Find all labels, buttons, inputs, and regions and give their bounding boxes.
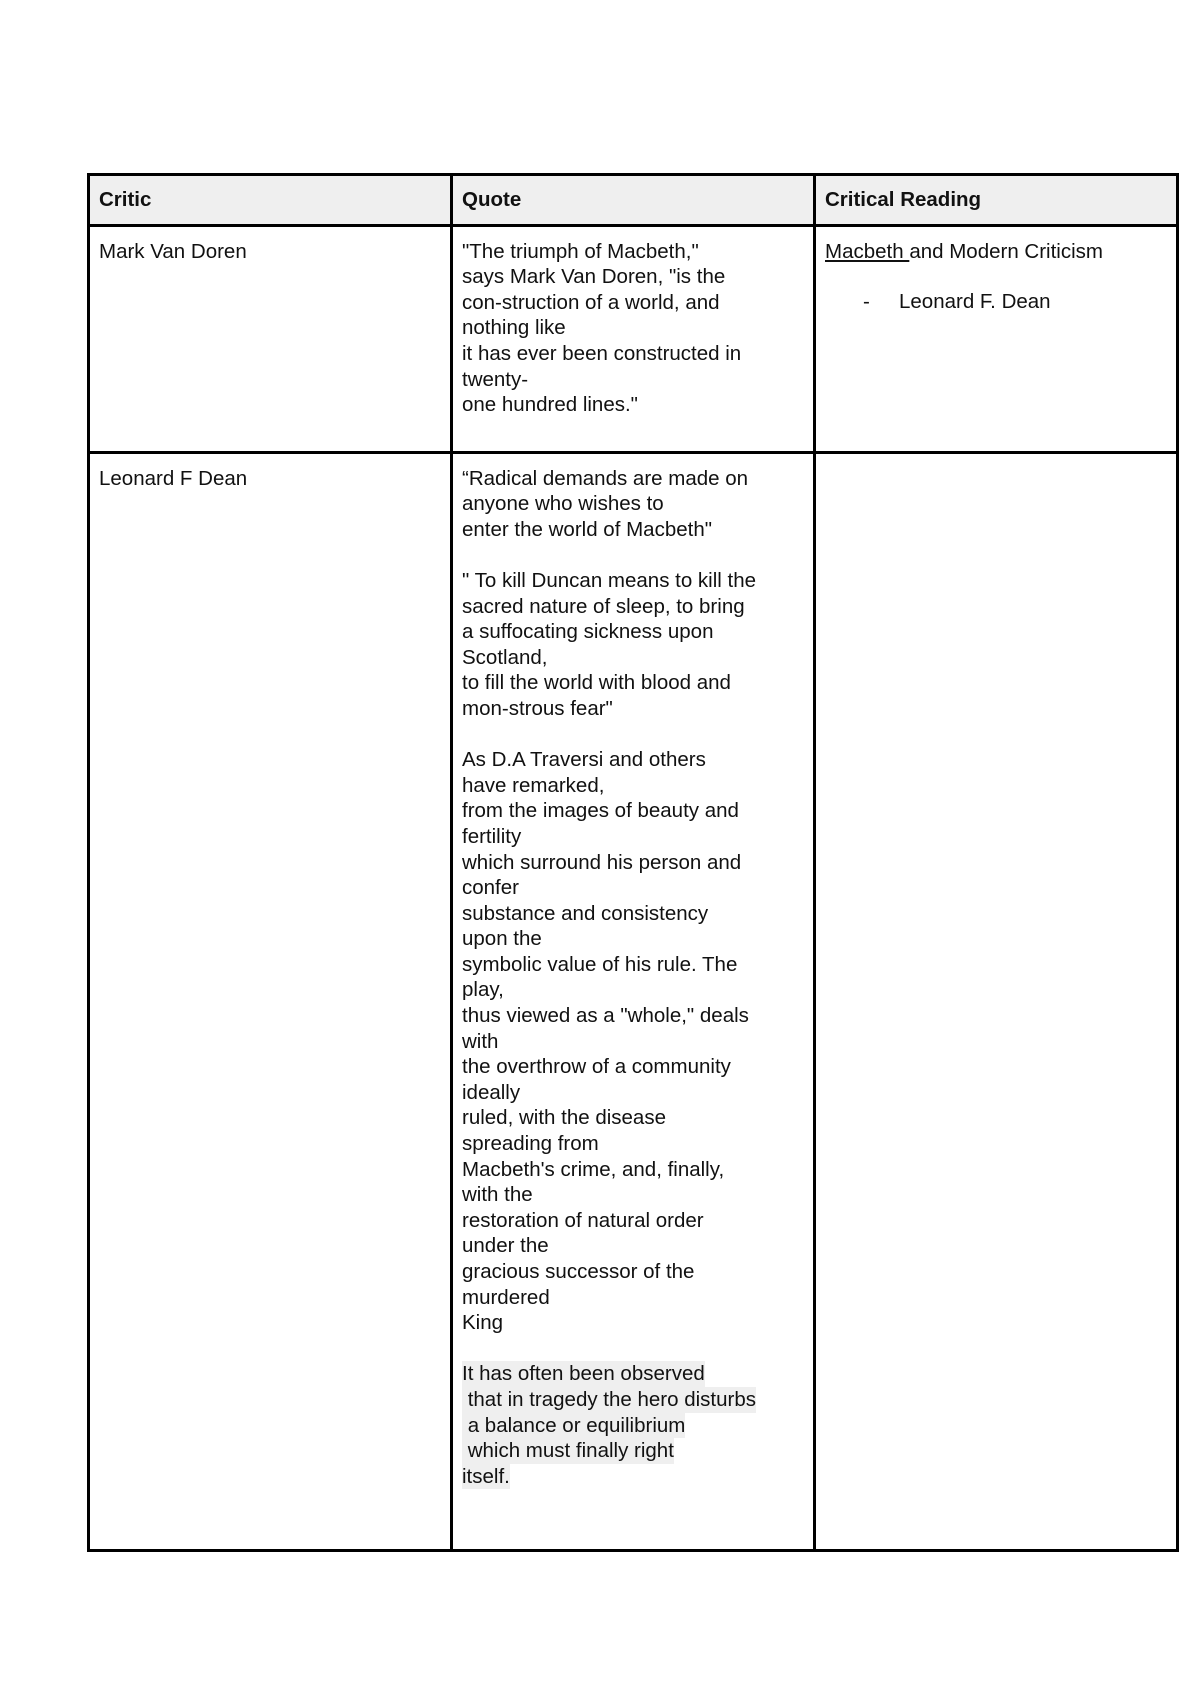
header-row [89,175,1178,226]
critical-reading-cell [815,225,1178,452]
critical-reading-cell [815,452,1178,1550]
quote-line: con-struction of a world, and [462,290,720,314]
list-item [863,289,1167,315]
quote-line: with [462,1029,499,1053]
highlighted-line: which must finally right [462,1439,674,1463]
quote-cell [452,225,815,452]
header-quote: Quote [452,175,815,226]
quote-line: anyone who wishes to [462,492,664,516]
quote-line: twenty- [462,367,529,391]
quote-line: " To kill Duncan means to kill the [462,568,757,592]
quote-line: which surround his person and [462,850,742,874]
header-critical-reading: Critical Reading [815,175,1178,226]
quote-line: under the [462,1234,549,1258]
quote-paragraph [462,568,804,722]
quote-cell [452,452,815,1550]
quote-line: to fill the world with blood and [462,671,731,695]
quote-line: Scotland, [462,645,548,669]
quote-line: nothing like [462,316,566,340]
table-row [89,452,1178,1550]
dash-bullet: - [863,290,870,314]
quote-line: murdered [462,1285,550,1309]
quote-line: substance and consistency [462,901,709,925]
quote-line: from the images of beauty and [462,799,739,823]
quote-line: with the [462,1183,533,1207]
quote-line: King [462,1311,504,1335]
quote-line: a suffocating sickness upon [462,620,714,644]
quote-line: thus viewed as a "whole," deals [462,1004,749,1028]
highlighted-line: It has often been observed [462,1362,705,1386]
quote-line: ruled, with the disease [462,1106,666,1130]
quote-line: the overthrow of a community [462,1055,731,1079]
header-critic: Critic [89,175,452,226]
quote-line: confer [462,876,519,900]
highlighted-line: that in tragedy the hero disturbs [462,1387,757,1411]
quote-line: As D.A Traversi and others [462,748,706,772]
quote-line: play, [462,978,504,1002]
reading-author-list [825,289,1167,315]
quote-line: ideally [462,1080,521,1104]
quote-line: "The triumph of Macbeth," [462,239,699,263]
highlighted-quote-paragraph [462,1361,804,1489]
reading-title [825,239,1167,265]
quote-line: restoration of natural order [462,1208,704,1232]
quote-line: enter the world of Macbeth" [462,517,712,541]
critic-cell: Mark Van Doren [89,225,452,452]
quote-line: fertility [462,824,522,848]
quote-line: “Radical demands are made on [462,466,749,490]
highlighted-line: itself. [462,1464,510,1488]
quote-line: says Mark Van Doren, "is the [462,265,726,289]
quote-line: symbolic value of his rule. The [462,952,738,976]
quote-line: have remarked, [462,773,605,797]
quote-paragraph [462,466,804,543]
critics-table [87,173,1179,1552]
quote-line: mon-strous fear" [462,696,613,720]
quote-line: gracious successor of the [462,1260,695,1283]
quote-line: sacred nature of sleep, to bring [462,594,745,618]
quote-line: it has ever been constructed in [462,341,742,365]
quote-line: one hundred lines." [462,393,638,417]
table-row [89,225,1178,452]
quote-paragraph [462,747,804,1336]
quote-line: spreading from [462,1132,599,1156]
highlighted-line: a balance or equilibrium [462,1413,686,1437]
reading-title-rest: and Modern Criticism [909,239,1103,263]
quote-line: upon the [462,927,542,951]
quote-paragraph [462,239,804,418]
quote-line: Macbeth's crime, and, finally, [462,1157,725,1181]
critic-cell: Leonard F Dean [89,452,452,1550]
reading-author: Leonard F. Dean [899,290,1051,314]
book-title-link[interactable]: Macbeth [825,239,910,263]
